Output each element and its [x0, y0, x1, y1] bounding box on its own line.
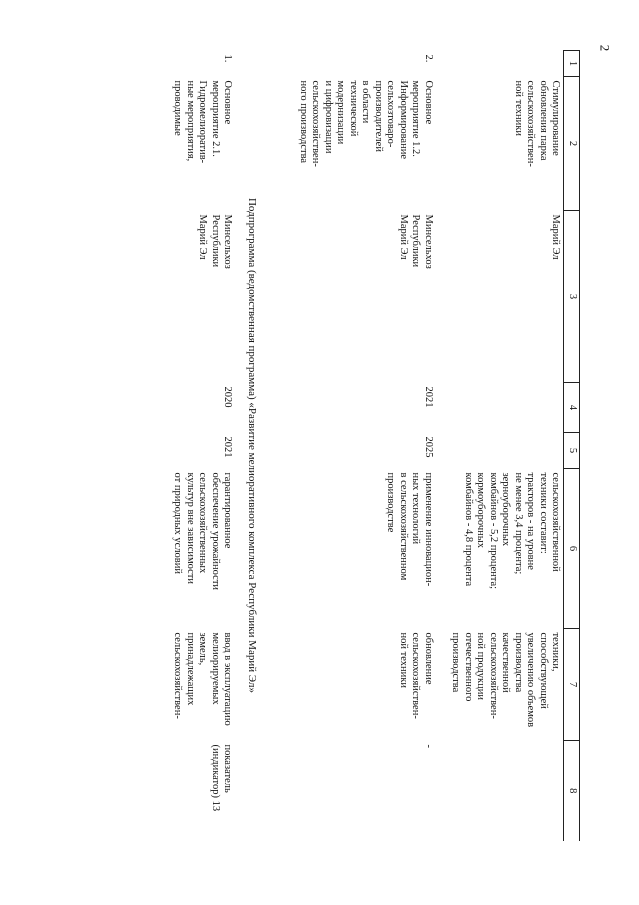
table-row	[156, 51, 236, 841]
responsible-executor: Минсельхоз Республики Марий Эл	[398, 214, 434, 269]
rotated-table-canvas	[20, 50, 580, 850]
column-number: 6	[564, 469, 580, 629]
subprogram-heading-row	[236, 51, 273, 841]
row-number: 2.	[423, 54, 434, 63]
end-year: 2025	[423, 436, 434, 458]
main-directions: ввод в эксплуатацию мелиорируемых земель, принадлежащих сельскохозяйствен-	[172, 632, 234, 726]
start-year: 2021	[423, 386, 434, 408]
expected-result: применение инновацион- ных технологий в сельскохозяйственном производстве	[385, 472, 434, 587]
row-number	[436, 51, 564, 77]
column-number: 2	[564, 77, 580, 211]
indicator-link: показатель (индикатор) 13	[210, 744, 234, 812]
program-table	[156, 50, 581, 841]
column-number: 1	[564, 51, 580, 77]
main-directions: обновление сельскохозяйствен- ной техники	[398, 632, 434, 719]
row-number: 1.	[222, 54, 234, 63]
expected-result: гарантированное обеспечение урожайности сельскохозяйственных культур вне зависимости от природных условий	[172, 472, 234, 591]
activity-name: Основное мероприятие 1.2. Информирование сельхозтоваро- производителей в области технической модернизации и цифровизации сельскохозяйствен- ного производства	[298, 80, 434, 167]
activity-name: Основное мероприятие 2.1. Гидромелиоратив- ные мероприятия, проводимые	[172, 80, 234, 164]
column-number: 4	[564, 383, 580, 433]
responsible-executor: Марий Эл	[550, 214, 562, 260]
start-year: 2020	[222, 386, 234, 408]
subprogram-title: Подпрограмма (ведомственная программа) «Развитие мелиоративного комплекса Республики Марий Эл»	[246, 197, 258, 694]
activity-name: Стимулирование обновления парка сельскохозяйствен- ной техники	[513, 80, 562, 167]
indicator-link	[436, 741, 564, 841]
column-number: 7	[564, 629, 580, 741]
end-year	[436, 433, 564, 469]
table-row	[436, 51, 564, 841]
table-row	[272, 51, 436, 841]
column-number: 3	[564, 211, 580, 383]
column-number-row	[564, 51, 580, 841]
start-year	[436, 383, 564, 433]
column-number: 8	[564, 741, 580, 841]
main-directions: техники, способствующей увеличению объемов производства качественной сельскохозяйствен- ной продукции отечественного производства	[450, 632, 562, 728]
column-number: 5	[564, 433, 580, 469]
end-year: 2021	[222, 436, 234, 458]
responsible-executor: Минсельхоз Республики Марий Эл	[197, 214, 234, 269]
expected-result: сельскохозяйственной техники составит: тракторов - на уровне не менее 3,4 процента; зерноуборочных комбайнов - 5,2 процента; кормоуборочных комбайнов - 4,8 процента	[463, 472, 562, 590]
indicator-link: -	[423, 744, 434, 748]
page-number: 2	[597, 44, 613, 52]
